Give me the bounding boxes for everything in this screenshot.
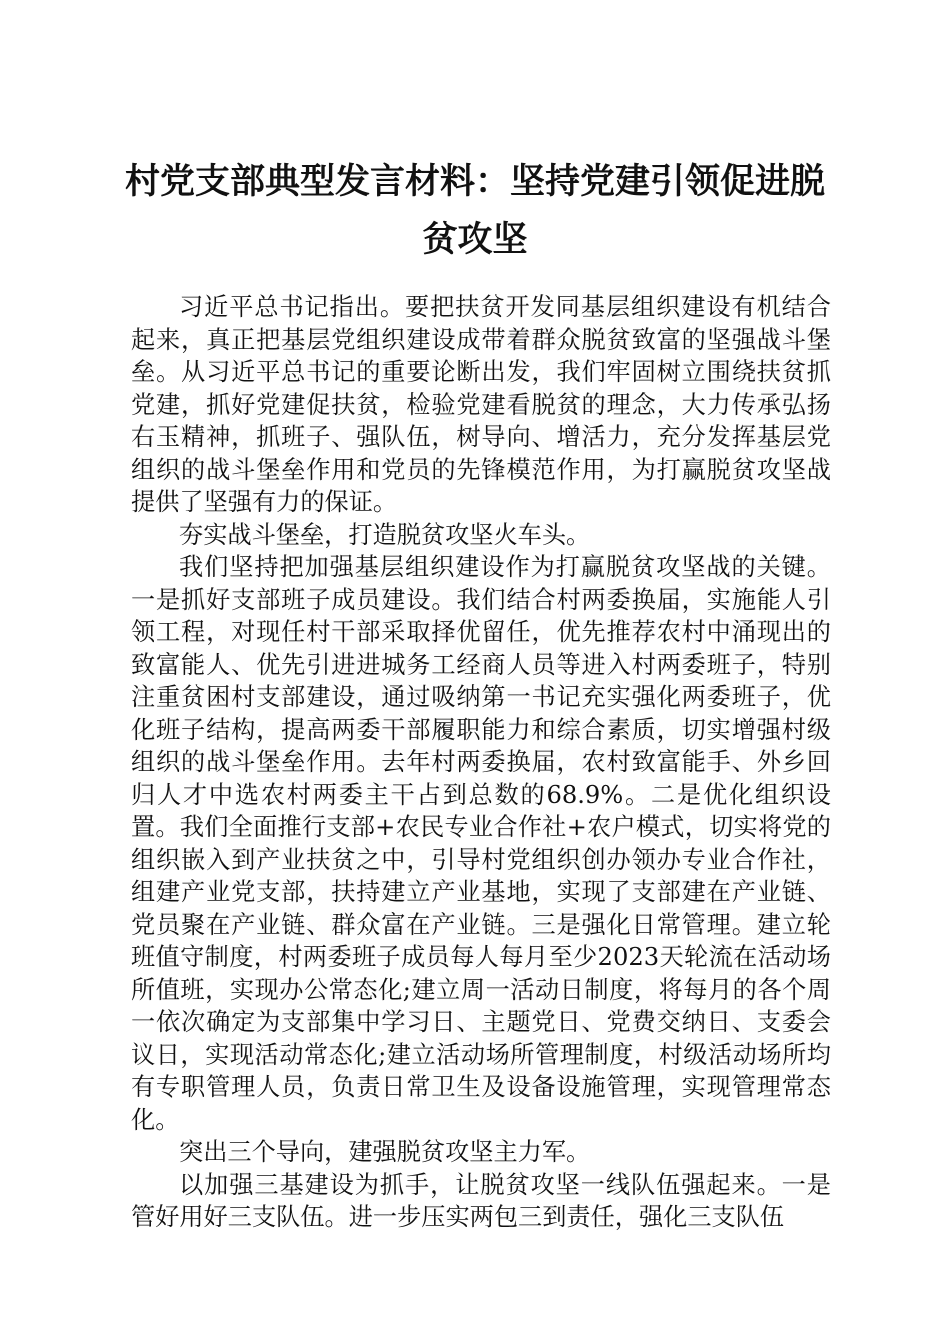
paragraph-heading-2: 突出三个导向，建强脱贫攻坚主力军。 [179,1138,591,1166]
paragraph-intro: 习近平总书记指出。要把扶贫开发同基层组织建设有机结合起来，真正把基层党组织建设成带着群众脱贫致富的坚强战斗堡垒。从习近平总书记的重要论断出发，我们牢固树立围绕扶贫抓党建，抓好党建促扶贫，检验党建看脱贫的理念，大力传承弘扬右玉精神，抓班子、强队伍，树导向、增活力，充分发挥基层党组织的战斗堡垒作用和党员的先锋模范作用，为打赢脱贫攻坚战提供了坚强有力的保证。 [131,293,831,516]
document-title-line-2: 贫攻坚 [422,219,528,260]
paragraph-section-1: 我们坚持把加强基层组织建设作为打赢脱贫攻坚战的关键。一是抓好支部班子成员建设。我们结合村两委换届，实施能人引领工程，对现任村干部采取择优留任，优先推荐农村中涌现出的致富能人、优先引进进城务工经商人员等进入村两委班子，特别注重贫困村支部建设，通过吸纳第一书记充实强化两委班子，优化班子结构，提高两委干部履职能力和综合素质，切实增强村级组织的战斗堡垒作用。去年村两委换届，农村致富能手、外乡回归人才中选农村两委主干占到总数的68.9%。二是优化组织设置。我们全面推行支部+农民专业合作社+农户模式，切实将党的组织嵌入到产业扶贫之中，引导村党组织创办领办专业合作社，组建产业党支部，扶持建立产业基地，实现了支部建在产业链、党员聚在产业链、群众富在产业链。三是强化日常管理。建立轮班值守制度，村两委班子成员每人每月至少2023天轮流在活动场所值班，实现办公常态化;建立周一活动日制度，将每月的各个周一依次确定为支部集中学习日、主题党日、党费交纳日、支委会议日，实现活动常态化;建立活动场所管理制度，村级活动场所均有专职管理人员，负责日常卫生及设备设施管理，实现管理常态化。 [131,553,831,1134]
document-title-line-1: 村党支部典型发言材料：坚持党建引领促进脱 [124,161,825,202]
document-body [131,291,831,1234]
paragraph-section-2: 以加强三基建设为抓手，让脱贫攻坚一线队伍强起来。一是管好用好三支队伍。进一步压实两包三到责任，强化三支队伍 [131,1170,831,1231]
paragraph-heading-1: 夯实战斗堡垒，打造脱贫攻坚火车头。 [179,520,591,549]
